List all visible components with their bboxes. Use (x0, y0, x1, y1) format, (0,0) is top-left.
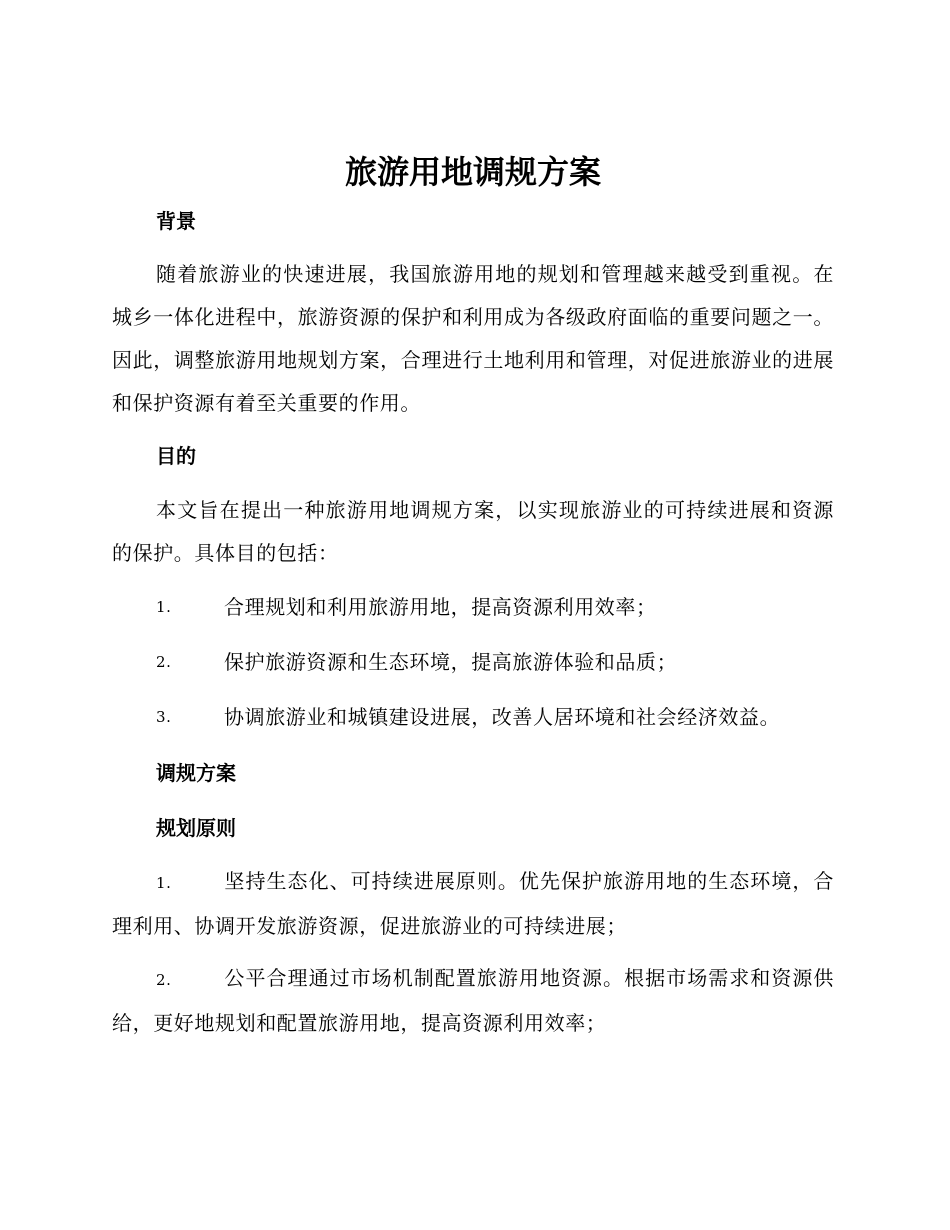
list-item-text: 公平合理通过市场机制配置旅游用地资源。根据市场需求和资源供给，更好地规划和配置旅游用地，提高资源利用效率； (112, 966, 834, 1035)
list-item-text: 保护旅游资源和生态环境，提高旅游体验和品质； (224, 650, 678, 674)
list-item-text: 协调旅游业和城镇建设进展，改善人居环境和社会经济效益。 (224, 705, 781, 729)
purpose-list-item (112, 586, 878, 629)
list-item-number: 1. (156, 874, 172, 892)
list-item-number: 3. (156, 708, 172, 726)
list-item-text: 坚持生态化、可持续进展原则。优先保护旅游用地的生态环境，合理利用、协调开发旅游资源，促进旅游业的可持续进展； (112, 869, 834, 938)
section-heading-background: 背景 (156, 209, 196, 233)
purpose-paragraph: 本文旨在提出一种旅游用地调规方案，以实现旅游业的可持续进展和资源的保护。具体目的包括： (112, 498, 834, 565)
list-item-text: 合理规划和利用旅游用地，提高资源利用效率； (224, 595, 657, 619)
background-paragraph: 随着旅游业的快速进展，我国旅游用地的规划和管理越来越受到重视。在城乡一体化进程中，旅游资源的保护和利用成为各级政府面临的重要问题之一。因此，调整旅游用地规划方案，合理进行土地利用和管理，对促进旅游业的进展和保护资源有着至关重要的作用。 (112, 262, 834, 415)
principle-list-item (112, 957, 834, 1045)
principle-list-item (112, 860, 834, 948)
section-heading-plan: 调规方案 (156, 761, 236, 785)
list-item-number: 2. (156, 971, 172, 989)
list-item-number: 2. (156, 653, 172, 671)
purpose-list-item (112, 641, 878, 684)
section-heading-purpose: 目的 (156, 444, 196, 468)
document-title: 旅游用地调规方案 (344, 153, 601, 191)
subsection-heading-principles: 规划原则 (156, 816, 236, 840)
purpose-list-item (112, 696, 878, 739)
list-item-number: 1. (156, 598, 172, 616)
